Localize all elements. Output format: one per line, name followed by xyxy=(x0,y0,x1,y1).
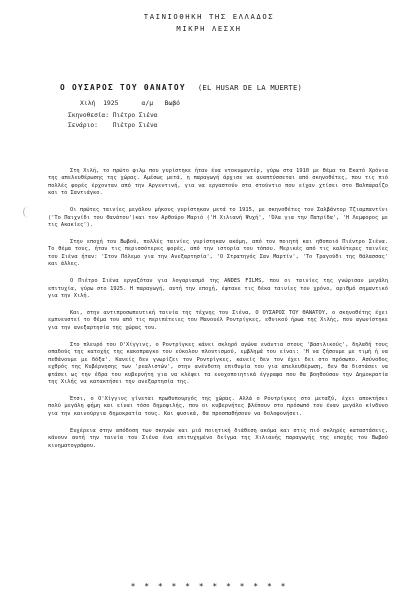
paragraph: Στη Χιλή, το πρώτο φιλμ που γυρίστηκε ήταν ένα ντοκυμαντέρ, γύρω στα 1910 με θέμα τα Εκατό Χρόνια της απελευθέρωσης της χώρας. Αμέσως μετά, η παραγωγή άρχισε να αναπτύσσεται από σκηνοθέτες, που τις πιό πολλές φορές έρχονταν από την Αργεντινή, για να εργαστούν στα στούντιο που είχαν χτίσει στο Βαλπαραΐζο και το Σαντιάγκο. xyxy=(48,168,388,197)
paragraph: Ευχέρεια στην απόδοση των σκηνών και μιά ποιητική διάθεση ακόμα και στις πιό σκληρές καταστάσεις, κάνουν αυτή την ταινία του Σιένα ένα επιτυχημένο δείγμα της Χιλιανής παραγωγής της εποχής του Βωβού κινηματογράφου. xyxy=(48,427,388,449)
screenplay-line: Σενάριο: Πιέτρο Σιένα xyxy=(68,122,158,129)
paragraph: Οι πρώτες ταινίες μεγάλου μήκους γυρίστηκαν μετά το 1915, με σκηνοθέτες τον Σαλβάντορ Τζιαμπαντίνι ('Το Παιχνίδι του Θανάτου')και τον Αρθούρο Μαριό ('Η Χιλιανή Ψυχή', 'Όλα για την Πατρίδα', 'Η Λεμφορος με τις Ακακίες'). xyxy=(48,207,388,229)
paragraph: Έτσι, ο Ο'Χίγγινς γίνεται πρωθυπουργός της χώρας. Αλλά ο Ροντρίγκες στο μεταξύ, έχει αποκτήσει πολύ μεγάλη φήμη και είναι τόσο δημοφιλής, που οι κυβερνήτες βλέπουν στο πρόσωπό του έναν μεγάλο κίνδυνο για την καινούργια δημοκρατία τους. Και φυσικά, θα προσπαθήσουν να δολοφονήσει. xyxy=(48,395,388,417)
body-text xyxy=(48,168,388,460)
paragraph: Και, στην αντιπροσωπευτική ταινία της τέχνης του Σιένα, Ο ΟΥΣΑΡΟΣ ΤΟΥ ΘΑΝΑΤΟΥ, ο σκηνοθέτης έχει εμπνευστεί το θέμα του από τις περιπέτειες του Μανουέλ Ροντρίγκες, εθνικού ήρωα της Χιλής, που αγωνίστηκε για την ανεξαρτησία της χώρας του. xyxy=(48,310,388,331)
film-meta: Χιλή 1925 α/μ Βωβό xyxy=(80,99,181,107)
section-name: ΜΙΚΡΗ ΛΕΣΧΗ xyxy=(176,24,242,33)
paragraph: Στο πλευρό του Ο'Χίγγινς, ο Ροντρίγκες κάνει σκληρό αγώνα ενάντια στους 'βασιλικούς', δηλαδή τους οπαδούς της κατοχής της κακοπραγκο του εύκολου πλουτισμού, εμβλημά του είναι: 'Η να ζήσουμε με τιμή ή να πεθάνουμε με δόξα'. Κανείς δεν γνωρίζει τον Ροντρίγκες, κανείς δεν τον έχει δει στο πρόσωπο. Ασύνοδος εχθρός της Κυβέρνησης των 'ρεαλιστών', στην ανένδοτη επιθυμία του για απελευθέρωση, δεν θα διστάσει να φτάσει ως την έδρα του κυβερνήτη για να κλέψει τα ενοχοποιητικά έγγραφα που θα βοηθούσαν την Δημοκρατία της Χιλής να κατακτήσει την ανεξαρτησία της. xyxy=(48,341,388,385)
director-line: Σκηνοθεσία: Πιέτρο Σιένα xyxy=(68,112,158,119)
film-title xyxy=(60,83,302,92)
footer-stars: * * * * * * * * * * * * xyxy=(130,582,288,591)
paragraph: Ο Πιέτρο Σιένα εργαζόταν για λογαριασμό της ANDES FILMS, που οι ταινίες της γνώρισαν μεγάλη επιτυχία, γύρω στο 1925. Η παραγωγή, αυτή την εποχή, έφτανε τις δέκα ταινίες τον χρόνο, αριθμό σημαντικό για την Χιλή. xyxy=(48,278,388,300)
paragraph: Στην εποχή του Βωβού, πολλές ταινίες γυρίστηκαν ακόμη, από τον ποιητή και ηθοποιό Πιέντρο Σιένα. Το θέμα τους, ήταν τις περισσότερες φορές, από την ιστορία του τόπου. Μερικές από τις καλύτερες ταινίες του Σιένα ήταν: 'Στον Πόλεμο για την Ανεξαρτησία', 'Ο Στρατηγός Σαν Μαρτίν', 'Το Τραγούδι της Θάλασσας' και άλλες. xyxy=(48,239,388,268)
organization-name: ΤΑΙΝΙΟΘΗΚΗ ΤΗΣ ΕΛΛΑΔΟΣ xyxy=(143,12,275,21)
film-title-greek: Ο ΟΥΣΑΡΟΣ ΤΟΥ ΘΑΝΑΤΟΥ xyxy=(60,83,186,92)
margin-mark xyxy=(23,206,30,218)
film-title-original: (EL HUSAR DE LA MUERTE) xyxy=(197,83,303,92)
